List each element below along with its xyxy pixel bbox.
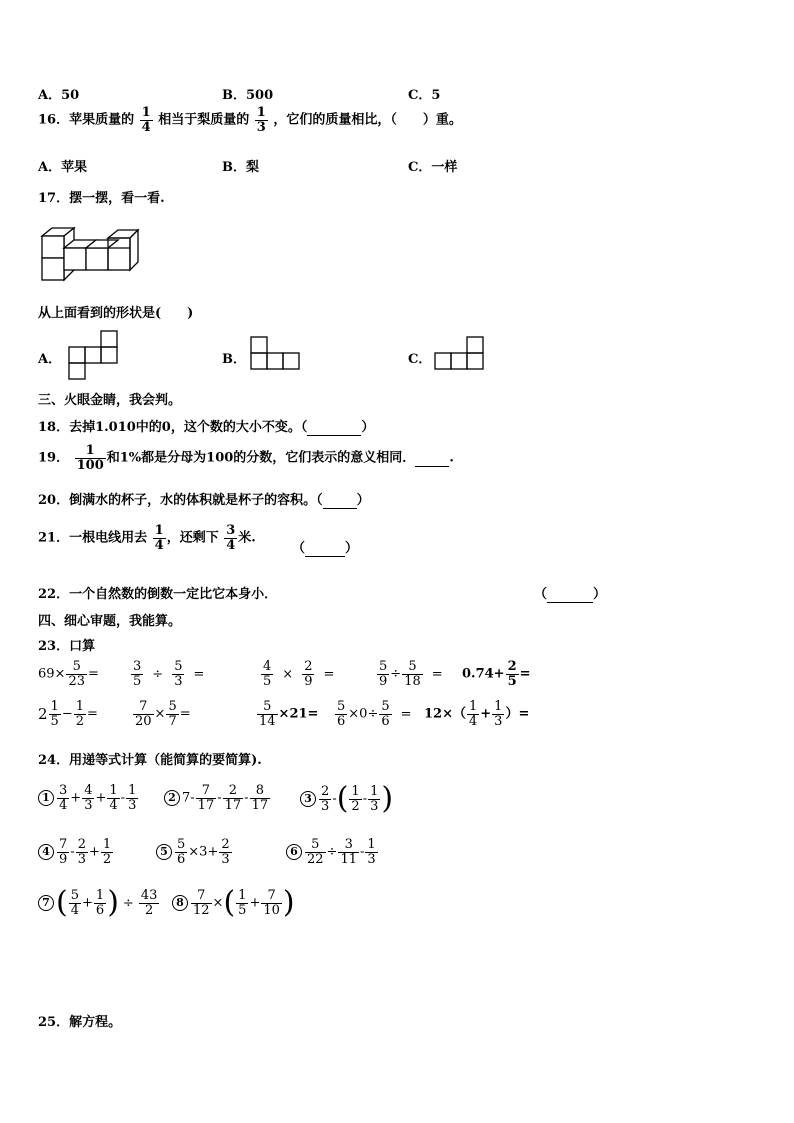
fraction: $\frac{1}{3}$ <box>370 783 379 814</box>
fraction: $\frac{1}{4}$ <box>109 783 118 813</box>
q21-answer: （ ） <box>292 541 359 556</box>
fraction: $\frac{43}{2}$ <box>140 887 158 918</box>
question-25: 25．解方程。 <box>38 1015 122 1030</box>
fraction: $\frac{2}{3}$ <box>77 837 86 867</box>
fraction: $\frac{5}{6}$ <box>177 837 186 867</box>
fraction: $\frac{2}{9}$ <box>304 659 313 689</box>
fraction: $\frac{7}{9}$ <box>59 837 68 867</box>
q23-expr-10: 12×（ $\frac{1}{4}$ + $\frac{1}{3}$ ）= <box>424 699 530 729</box>
q24-item-6: 6 $\frac{5}{22}$ ÷ $\frac{3}{11}$ - $\frac{1}{3}$ <box>286 838 379 866</box>
circled-number: 4 <box>38 844 54 860</box>
q23-expr-6: 2 $\frac{1}{5}$ − $\frac{1}{2}$ = <box>38 699 98 729</box>
fraction: $\frac{1}{4}$ <box>154 523 164 553</box>
q16-option-c: C．一样 <box>408 160 458 175</box>
q23-expr-9: $\frac{5}{6}$ ×0÷ $\frac{5}{6}$ = <box>337 699 412 729</box>
question-23: 23．口算 <box>38 639 96 654</box>
fraction: $\frac{3}{4}$ <box>226 523 236 553</box>
q24-item-4: 4 $\frac{7}{9}$ - $\frac{2}{3}$ + $\frac{1}{2}$ <box>38 838 114 866</box>
option-a-figure <box>68 330 120 382</box>
fraction: $\frac{5}{9}$ <box>379 659 388 689</box>
fraction: $\frac{1}{2}$ <box>102 837 112 867</box>
answer-blank[interactable] <box>415 451 449 467</box>
q16-option-a: A．苹果 <box>38 160 88 175</box>
q17-option-b-label: B． <box>222 352 246 367</box>
fraction: $\frac{7}{20}$ <box>135 699 152 729</box>
q23-expr-1: 69× $\frac{5}{23}$ = <box>38 659 99 689</box>
fraction: $\frac{5}{22}$ <box>307 837 324 867</box>
fraction: $\frac{5}{6}$ <box>337 699 346 729</box>
q24-item-5: 5 $\frac{5}{6}$ ×3+ $\frac{2}{3}$ <box>156 838 233 866</box>
circled-number: 8 <box>172 895 188 911</box>
q24-item-1: 1 $\frac{3}{4}$ + $\frac{4}{3}$ + $\frac{1}{4}$ - $\frac{1}{3}$ <box>38 784 139 812</box>
fraction: $\frac{4}{3}$ <box>84 783 93 813</box>
fraction: $\frac{5}{23}$ <box>68 659 85 689</box>
fraction: $\frac{5}{4}$ <box>70 887 79 918</box>
question-24: 24．用递等式计算（能简算的要简算). <box>38 753 262 768</box>
q23-expr-8: $\frac{5}{14}$ ×21= <box>259 699 319 729</box>
section-4-heading: 四、细心审题，我能算。 <box>38 614 182 629</box>
cube-stack-figure <box>38 224 142 284</box>
option-c-figure <box>434 336 486 372</box>
circled-number: 5 <box>156 844 172 860</box>
fraction: $\frac{2}{3}$ <box>321 783 330 814</box>
q22-answer: （ ） <box>534 587 607 602</box>
q16-option-b: B．梨 <box>222 160 260 175</box>
fraction: $\frac{7}{12}$ <box>193 887 210 918</box>
fraction: $\frac{2}{17}$ <box>224 783 242 813</box>
fraction: $\frac{5}{7}$ <box>168 699 177 729</box>
circled-number: 6 <box>286 844 302 860</box>
fraction: $\frac{1}{3}$ <box>128 783 137 813</box>
answer-blank[interactable] <box>323 493 357 509</box>
fraction: $\frac{2}{5}$ <box>507 659 517 689</box>
fraction: $\frac{1}{3}$ <box>494 699 503 729</box>
fraction: $\frac{1}{4}$ <box>468 699 478 729</box>
fraction: $\frac{5}{14}$ <box>259 699 276 729</box>
q23-expr-3: $\frac{4}{5}$ × $\frac{2}{9}$ = <box>263 659 335 689</box>
q17-option-a-label: A． <box>38 352 62 367</box>
fraction: $\frac{3}{11}$ <box>340 837 357 867</box>
q15-option-b: B．500 <box>222 88 274 103</box>
fraction: $\frac{4}{5}$ <box>263 659 272 689</box>
fraction: $\frac{2}{3}$ <box>221 837 230 867</box>
question-19: 19． $\frac{1}{100}$ 和1%都是分母为100的分数，它们表示的意义相同． . <box>38 443 454 473</box>
q24-item-2: 2 7- $\frac{7}{17}$ - $\frac{2}{17}$ - $\frac{8}{17}$ <box>164 784 271 812</box>
fraction: $\frac{1}{3}$ <box>367 837 376 867</box>
fraction: $\frac{7}{10}$ <box>263 887 280 918</box>
section-3-heading: 三、火眼金睛，我会判。 <box>38 393 182 408</box>
fraction: $\frac{1}{5}$ <box>238 887 247 918</box>
answer-blank[interactable] <box>547 587 593 603</box>
fraction: $\frac{5}{6}$ <box>381 699 390 729</box>
q24-item-7: 7 ( $\frac{5}{4}$ + $\frac{1}{6}$ ) ÷ $\frac{43}{2}$ <box>38 888 160 918</box>
fraction: $\frac{3}{4}$ <box>59 783 68 813</box>
answer-blank[interactable] <box>307 420 361 436</box>
q23-expr-4: $\frac{5}{9}$ ÷ $\frac{5}{18}$ = <box>379 659 443 689</box>
fraction: $\frac{7}{17}$ <box>197 783 215 813</box>
circled-number: 7 <box>38 895 54 911</box>
fraction: $\frac{5}{3}$ <box>174 659 183 689</box>
fraction: $\frac{8}{17}$ <box>251 783 269 813</box>
circled-number: 1 <box>38 790 54 806</box>
fraction: $\frac{1}{6}$ <box>95 887 105 918</box>
q17-prompt: 从上面看到的形状是( ) <box>38 306 194 321</box>
option-b-figure <box>250 336 302 372</box>
fraction: $\frac{1}{5}$ <box>50 699 59 729</box>
question-22: 22．一个自然数的倒数一定比它本身小． <box>38 587 278 602</box>
fraction: $\frac{5}{18}$ <box>404 659 421 689</box>
fraction: $\frac{1}{4}$ <box>141 105 151 135</box>
q24-item-8: 8 $\frac{7}{12}$ ×( $\frac{1}{5}$ + $\frac{7}{10}$ ) <box>172 888 295 918</box>
question-20: 20．倒满水的杯子，水的体积就是杯子的容积。（ ） <box>38 493 370 508</box>
q23-expr-7: $\frac{7}{20}$ × $\frac{5}{7}$ = <box>135 699 191 729</box>
fraction: $\frac{1}{2}$ <box>75 699 85 729</box>
circled-number: 2 <box>164 790 180 806</box>
fraction: $\frac{1}{2}$ <box>351 783 360 814</box>
answer-blank[interactable] <box>305 541 345 557</box>
q23-expr-2: $\frac{3}{5}$ ÷ $\frac{5}{3}$ = <box>133 659 205 689</box>
q15-option-c: C．5 <box>408 88 441 103</box>
fraction: $\frac{1}{100}$ <box>76 443 104 473</box>
q17-option-c-label: C． <box>408 352 432 367</box>
question-16: 16．苹果质量的 $\frac{1}{4}$ 相当于梨质量的 $\frac{1}{3}$ ，它们的质量相比，（ ）重。 <box>38 105 462 135</box>
q24-item-3: 3 $\frac{2}{3}$ -( $\frac{1}{2}$ - $\frac{1}{3}$ ) <box>300 784 393 814</box>
question-18: 18．去掉1.010中的0，这个数的大小不变。（ ） <box>38 420 375 435</box>
q23-expr-5: 0.74+ $\frac{2}{5}$ = <box>462 659 531 689</box>
fraction: $\frac{3}{5}$ <box>133 659 142 689</box>
fraction: $\frac{1}{3}$ <box>256 105 266 135</box>
q15-option-a: A．50 <box>38 88 80 103</box>
question-21: 21．一根电线用去 $\frac{1}{4}$ ，还剩下 $\frac{3}{4}$ 米. <box>38 523 256 553</box>
question-17: 17．摆一摆，看一看. <box>38 191 165 206</box>
circled-number: 3 <box>300 791 316 807</box>
